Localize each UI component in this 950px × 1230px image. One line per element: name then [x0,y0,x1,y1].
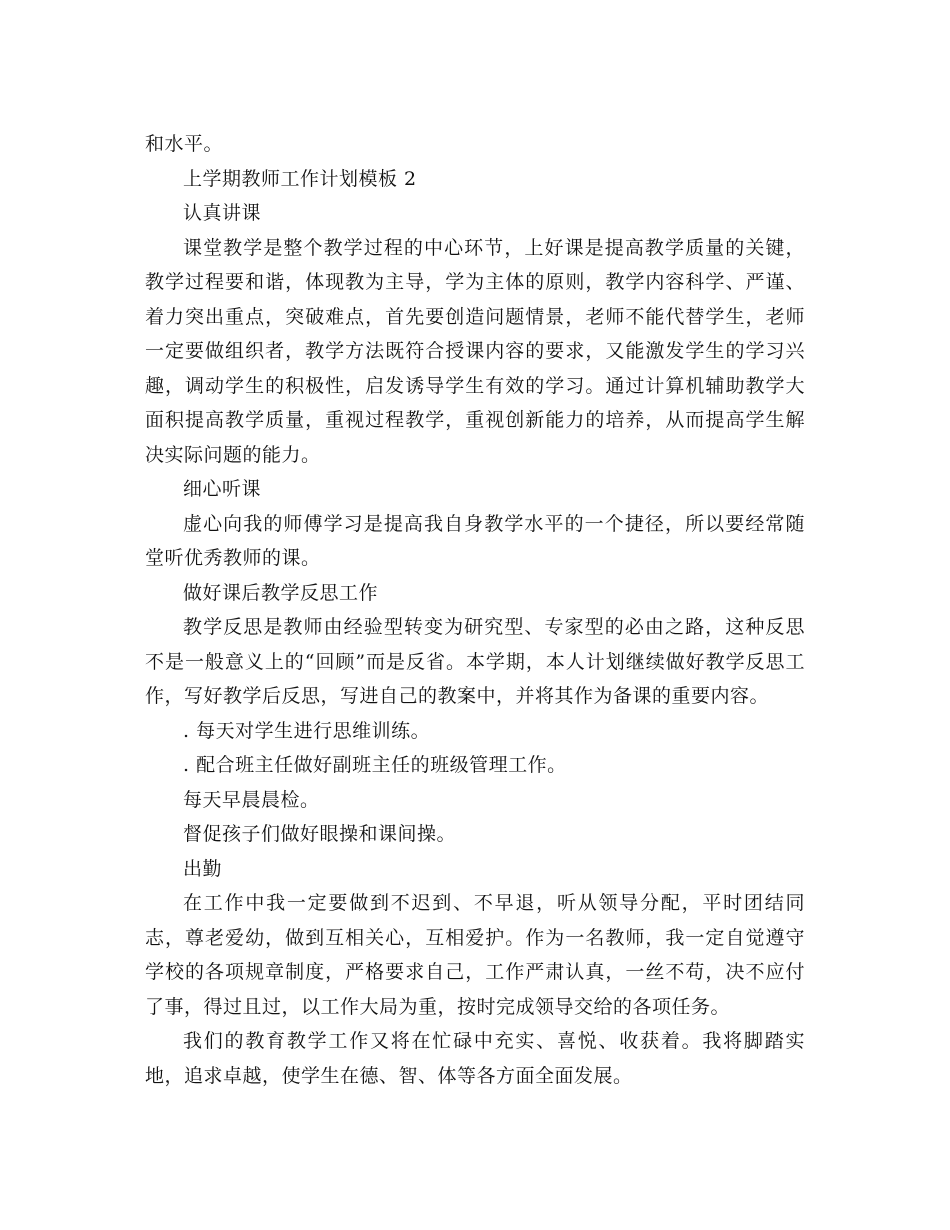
subheading-reflection: 做好课后教学反思工作 [183,581,379,604]
document-body [145,127,805,1093]
subheading-lecture: 认真讲课 [183,202,262,224]
list-item-morning-check: 每天早晨晨检。 [183,788,320,811]
paragraph-attendance: 在工作中我一定要做到不迟到、不早退，听从领导分配，平时团结同志，尊老爱幼，做到互相关心，互相爱护。作为一名教师，我一定自觉遵守学校的各项规章制度，严格要求自己，工作严肃认真，一丝不苟，决不应付了事，得过且过，以工作大局为重，按时完成领导交给的各项任务。 [145,892,805,1018]
list-item-exercises: 督促孩子们做好眼操和课间操。 [183,823,457,845]
paragraph-continuation: 和水平。 [145,133,224,155]
list-item-class-management: . 配合班主任做好副班主任的班级管理工作。 [183,754,567,776]
paragraph-conclusion: 我们的教育教学工作又将在忙碌中充实、喜悦、收获着。我将脚踏实地，追求卓越，使学生在德、智、体等各方面全面发展。 [145,1030,805,1087]
paragraph-reflection: 教学反思是教师由经验型转变为研究型、专家型的必由之路，这种反思不是一般意义上的“回顾”而是反省。本学期，本人计划继续做好教学反思工作，写好教学后反思，写进自己的教案中，并将其作为备课的重要内容。 [145,616,805,707]
paragraph-lecture: 课堂教学是整个教学过程的中心环节，上好课是提高教学质量的关键，教学过程要和谐，体现教为主导，学为主体的原则，教学内容科学、严谨、着力突出重点，突破难点，首先要创造问题情景，老师不能代替学生，老师一定要做组织者，教学方法既符合授课内容的要求，又能激发学生的学习兴趣，调动学生的积极性，启发诱导学生有效的学习。通过计算机辅助教学大面积提高教学质量，重视过程教学，重视创新能力的培养，从而提高学生解决实际问题的能力。 [145,236,805,466]
section-title: 上学期教师工作计划模板 2 [183,167,417,190]
subheading-attendance: 出勤 [183,857,223,880]
list-item-thinking: . 每天对学生进行思维训练。 [183,719,431,742]
subheading-listen: 细心听课 [183,478,262,500]
paragraph-listen: 虚心向我的师傅学习是提高我自身教学水平的一个捷径，所以要经常随堂听优秀教师的课。 [145,512,805,569]
